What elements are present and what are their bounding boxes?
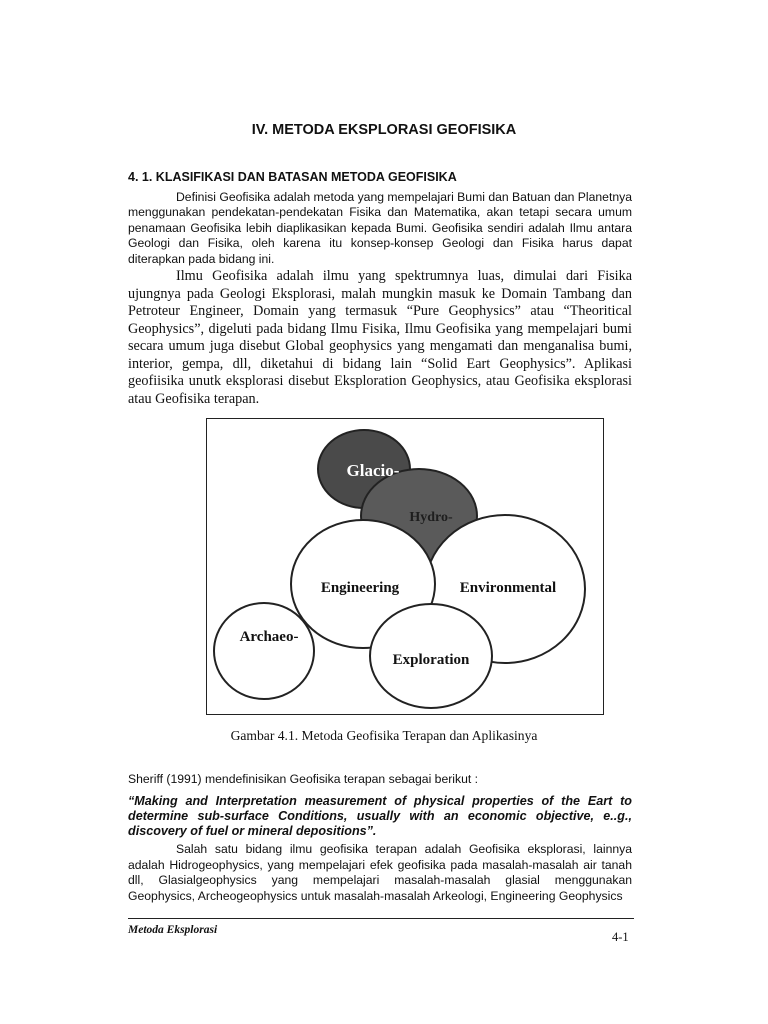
page-number: 4-1 (612, 930, 629, 944)
label-environmental: Environmental (459, 580, 557, 596)
figure-caption: Gambar 4.1. Metoda Geofisika Terapan dan Aplikasinya (230, 728, 538, 743)
quote-definition: “Making and Interpretation measurement of physical properties of the Eart to determine sub-surface Conditions, usually with an economic objective, e..g., discovery of fuel or mineral depositions”. (128, 794, 632, 839)
label-archaeo: Archaeo- (239, 629, 299, 645)
label-engineering: Engineering (320, 580, 400, 596)
section-heading: 4. 1. KLASIFIKASI DAN BATASAN METODA GEOFISIKA (128, 170, 457, 184)
footer-rule (128, 918, 634, 919)
footer-title: Metoda Eksplorasi (128, 924, 218, 936)
page-title: IV. METODA EKSPLORASI GEOFISIKA (251, 122, 517, 138)
paragraph-definition: Definisi Geofisika adalah metoda yang mempelajari Bumi dan Batuan dan Planetnya menggunakan pendekatan-pendekatan Fisika dan Matematika, akan tetapi secara umum penamaan Geofisika lebih diaplikasikan kepada Bumi. Geofisika sendiri adalah Ilmu antara Geologi dan Fisika, oleh karena itu konsep-konsep Geologi dan Fisika harus dapat diterapkan pada bidang ini. (128, 190, 632, 266)
paragraph-spectrum: Ilmu Geofisika adalah ilmu yang spektrumnya luas, dimulai dari Fisika ujungnya pada Geologi Eksplorasi, malah mungkin masuk ke Domain Tambang dan Petroteur Engineer, Domain yang termasuk “Pure Geophysics” atau “Theoritical Geophysics”, digeluti pada bidang Ilmu Fisika, Ilmu Geofisika yang mempelajari bumi secara umum juga disebut Global geophysics yang mengamati dan menganalisa bumi, interior, gempa, dll, diketahui di bidang lain “Solid Eart Geophysics”. Aplikasi geofiisika unutk eksplorasi disebut Eksploration Geophysics, atau Geofisika eksplorasi atau Geofisika terapan. (128, 268, 632, 407)
paragraph-sheriff: Sheriff (1991) mendefinisikan Geofisika terapan sebagai berikut : (128, 772, 479, 786)
label-hydro: Hydro- (409, 510, 453, 525)
label-glacio: Glacio- (346, 461, 400, 480)
venn-diagram (207, 419, 602, 713)
label-exploration: Exploration (392, 652, 470, 668)
circle-archaeo (214, 603, 314, 699)
paragraph-fields: Salah satu bidang ilmu geofisika terapan adalah Geofisika eksplorasi, lainnya adalah Hidrogeophysics, yang mempelajari efek geofisika pada masalah-masalah air tanah dll, Glasialgeophysics yang mempelajari masalah-masalah glasial menggunakan Geophysics, Archeogeophysics untuk masalah-masalah Arkeologi, Engineering Geophysics (128, 842, 632, 903)
figure-geophysics-diagram (206, 418, 604, 715)
